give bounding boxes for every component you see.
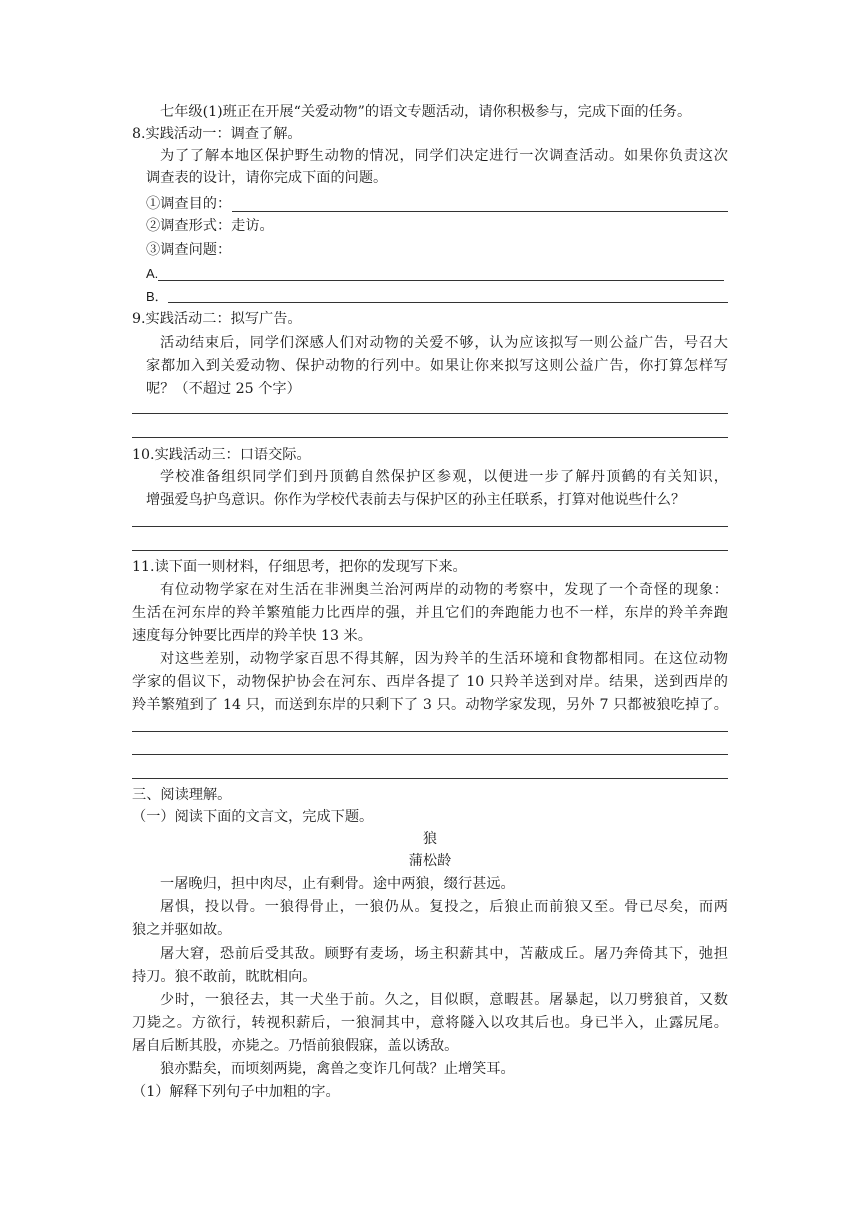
q9-paragraph-line: 呢？（不超过 25 个字）: [146, 381, 301, 397]
q8-paragraph-line: 调查表的设计，请你完成下面的问题。: [146, 170, 388, 186]
section3-sub-instruction: （一）阅读下面的文言文，完成下题。: [132, 809, 374, 825]
q8-purpose-label: ①调查目的：: [146, 196, 232, 212]
classical-text-line: 屠自后断其股，亦毙之。乃悟前狼假寐，盖以诱敌。: [132, 1038, 459, 1054]
q9-paragraph-line: 家都加入到关爱动物、保护动物的行列中。如果让你来拟写这则公益广告，你打算怎样写: [146, 358, 728, 374]
q9-answer-line[interactable]: [132, 413, 728, 414]
q8-item-a-label: A.: [146, 266, 159, 281]
q11-paragraph-line: 羚羊繁殖到了 14 只，而送到东岸的只剩下了 3 只。动物学家发现，另外 7 只都被狼吃掉了。: [132, 697, 728, 713]
classical-text-line: 屠惧，投以骨。一狼得骨止，一狼仍从。复投之，后狼止而前狼又至。骨已尽矣，而两: [160, 899, 728, 915]
classical-text-line: 少时，一狼径去，其一犬坐于前。久之，目似瞑，意暇甚。屠暴起，以刀劈狼首，又数: [160, 992, 728, 1008]
q11-paragraph-line: 生活在河东岸的羚羊繁殖能力比西岸的强，并且它们的奔跑能力也不一样，东岸的羚羊奔跑: [132, 605, 728, 621]
q11-title: 11.读下面一则材料，仔细思考，把你的发现写下来。: [132, 559, 467, 575]
q8-questions-label: ③调查问题：: [146, 242, 232, 258]
q8-purpose-answer-line[interactable]: [232, 211, 728, 212]
q8-item-b-label: B．: [146, 289, 168, 304]
q9-title: 9.实践活动二：拟写广告。: [132, 311, 302, 327]
q8-paragraph-line: 为了了解本地区保护野生动物的情况，同学们决定进行一次调查活动。如果你负责这次: [160, 148, 728, 164]
classical-text-line: 持刀。狼不敢前，眈眈相向。: [132, 969, 317, 985]
poem-author: 蒲松龄: [408, 853, 452, 869]
q10-paragraph-line: 学校准备组织同学们到丹顶鹤自然保护区参观，以便进一步了解丹顶鹤的有关知识，: [160, 469, 728, 485]
q11-paragraph-line: 速度每分钟要比西岸的羚羊快 13 米。: [132, 628, 372, 644]
classical-text-line: 狼亦黠矣，而顷刻两毙，禽兽之变诈几何哉？止增笑耳。: [160, 1061, 515, 1077]
q8-item-b-answer-line[interactable]: [168, 302, 728, 303]
q11-paragraph-line: 对这些差别，动物学家百思不得其解，因为羚羊的生活环境和食物都相同。在这位动物: [160, 651, 728, 667]
classical-text-line: 屠大窘，恐前后受其敌。顾野有麦场，场主积薪其中，苫蔽成丘。屠乃奔倚其下，弛担: [160, 946, 728, 962]
section3-question-1: （1）解释下列句子中加粗的字。: [132, 1084, 340, 1100]
section3-title: 三、阅读理解。: [132, 787, 232, 803]
classical-text-line: 刀毙之。方欲行，转视积薪后，一狼洞其中，意将隧入以攻其后也。身已半入，止露尻尾。: [132, 1015, 728, 1031]
q11-answer-line[interactable]: [132, 731, 728, 732]
q9-paragraph-line: 活动结束后，同学们深感人们对动物的关爱不够，认为应该拟写一则公益广告，号召大: [160, 335, 728, 351]
q10-paragraph-line: 增强爱鸟护鸟意识。你作为学校代表前去与保护区的孙主任联系，打算对他说些什么？: [146, 492, 686, 508]
q11-answer-line[interactable]: [132, 778, 728, 779]
q11-paragraph-line: 学家的倡议下，动物保护协会在河东、西岸各提了 10 只羚羊送到对岸。结果，送到西岸的: [132, 674, 728, 690]
q10-answer-line[interactable]: [132, 526, 728, 527]
q11-paragraph-line: 有位动物学家在对生活在非洲奥兰治河两岸的动物的考察中，发现了一个奇怪的现象：: [160, 582, 728, 598]
classical-text-line: 一屠晚归，担中肉尽，止有剩骨。途中两狼，缀行甚远。: [160, 876, 515, 892]
q8-item-a-answer-line[interactable]: [158, 280, 724, 281]
q10-title: 10.实践活动三：口语交际。: [132, 447, 311, 463]
q9-answer-line[interactable]: [132, 437, 728, 438]
q8-title: 8.实践活动一：调查了解。: [132, 126, 302, 142]
q8-form-label: ②调查形式：走访。: [146, 218, 274, 234]
intro-text: 七年级(1)班正在开展“关爱动物”的语文专题活动，请你积极参与，完成下面的任务。: [160, 104, 692, 120]
poem-title: 狼: [422, 831, 438, 847]
classical-text-line: 狼之并驱如故。: [132, 922, 232, 938]
q10-answer-line[interactable]: [132, 550, 728, 551]
q11-answer-line[interactable]: [132, 754, 728, 755]
